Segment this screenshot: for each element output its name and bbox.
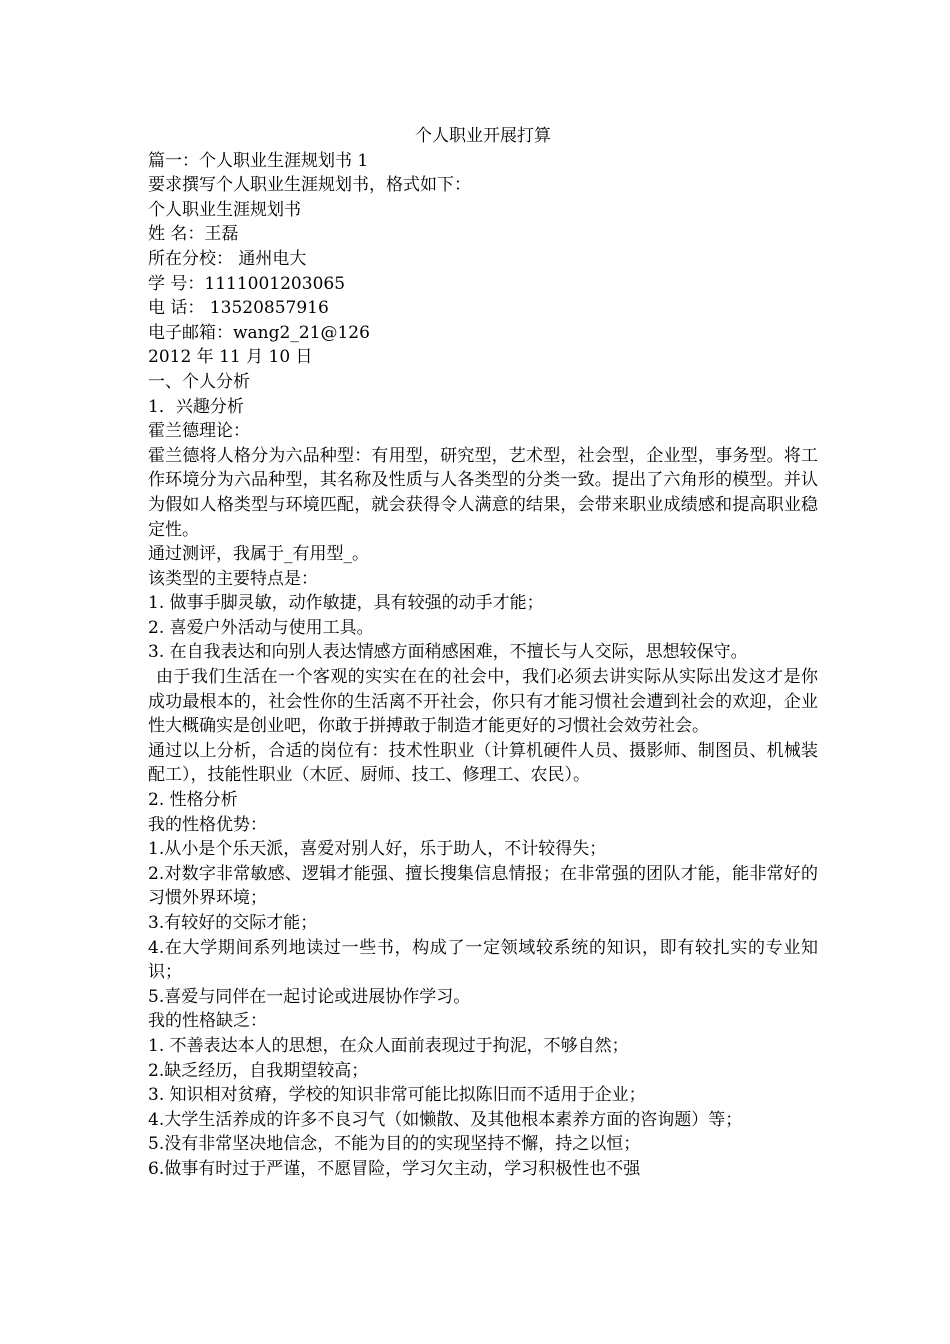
- list-item: 4.在大学期间系列地读过一些书，构成了一定领域较系统的知识，即有较扎实的专业知识；: [148, 937, 818, 983]
- list-item: 5.没有非常坚决地信念，不能为目的的实现坚持不懈，持之以恒；: [148, 1134, 641, 1155]
- section-heading: 一、个人分析: [148, 371, 250, 392]
- text-line: 个人职业生涯规划书: [148, 199, 301, 220]
- list-item: 3. 在自我表达和向别人表达情感方面稍感困难，不擅长与人交际，思想较保守。: [148, 642, 748, 663]
- text-line: 通过测评，我属于_有用型_。: [148, 544, 369, 565]
- list-item: 1. 不善表达本人的思想，在众人面前表现过于拘泥，不够自然；: [148, 1035, 629, 1056]
- text-line: 该类型的主要特点是：: [148, 568, 318, 589]
- document-body: [148, 124, 818, 1182]
- list-item: 3. 知识相对贫瘠，学校的知识非常可能比拟陈旧而不适用于企业；: [148, 1085, 646, 1106]
- name-field: 姓 名：王磊: [148, 224, 239, 245]
- list-item: 2.对数字非常敏感、逻辑才能强、擅长搜集信息情报；在非常强的团队才能，能非常好的习惯外界环境；: [148, 863, 818, 909]
- list-item: 4.大学生活养成的许多不良习气（如懒散、及其他根本素养方面的咨询题）等；: [148, 1109, 743, 1130]
- student-id-field: 学 号：1111001203065: [148, 273, 346, 294]
- list-item: 2.缺乏经历，自我期望较高；: [148, 1060, 369, 1081]
- holland-paragraph: 霍兰德将人格分为六品种型：有用型，研究型，艺术型，社会型，企业型，事务型。将工作环境分为六品种型，其名称及性质与人各类型的分类一致。提出了六角形的模型。并认为假如人格类型与环境匹配，就会获得令人满意的结果，会带来职业成绩感和提高职业稳定性。: [148, 445, 818, 540]
- phone-field: 电 话： 13520857916: [148, 298, 329, 319]
- date-line: 2012 年 11 月 10 日: [148, 347, 313, 368]
- subsection-heading: 1．兴趣分析: [148, 396, 244, 417]
- text-line: 我的性格优势：: [148, 814, 267, 835]
- jobs-paragraph: 通过以上分析，合适的岗位有：技术性职业（计算机硬件人员、摄影师、制图员、机械装配工），技能性职业（木匠、厨师、技工、修理工、农民）。: [148, 740, 818, 786]
- text-line: 要求撰写个人职业生涯规划书，格式如下：: [148, 175, 471, 196]
- society-paragraph: 由于我们生活在一个客观的实实在在的社会中，我们必须去讲实际从实际出发这才是你成功最根本的，社会性你的生活离不开社会，你只有才能习惯社会遭到社会的欢迎，企业性大概确实是创业吧，你敢于拼搏敢于制造才能更好的习惯社会效劳社会。: [148, 667, 818, 737]
- list-item: 2. 喜爱户外活动与使用工具。: [148, 617, 374, 638]
- list-item: 6.做事有时过于严谨，不愿冒险，学习欠主动，学习积极性也不强: [148, 1158, 641, 1179]
- page-title: 个人职业开展打算: [415, 126, 551, 146]
- list-item: 3.有较好的交际才能；: [148, 913, 318, 933]
- list-item: 5.喜爱与同伴在一起讨论或进展协作学习。: [148, 986, 471, 1007]
- list-item: 1.从小是个乐天派，喜爱对别人好，乐于助人，不计较得失；: [148, 839, 607, 860]
- list-item: 1. 做事手脚灵敏，动作敏捷，具有较强的动手才能；: [148, 593, 544, 614]
- text-line: 篇一：个人职业生涯规划书 1: [148, 150, 369, 171]
- campus-field: 所在分校： 通州电大: [148, 248, 307, 269]
- subsection-heading: 2. 性格分析: [148, 790, 238, 811]
- text-line: 我的性格缺乏：: [148, 1011, 267, 1032]
- email-field: 电子邮箱：wang2_21@126: [148, 322, 370, 343]
- text-line: 霍兰德理论：: [148, 421, 250, 442]
